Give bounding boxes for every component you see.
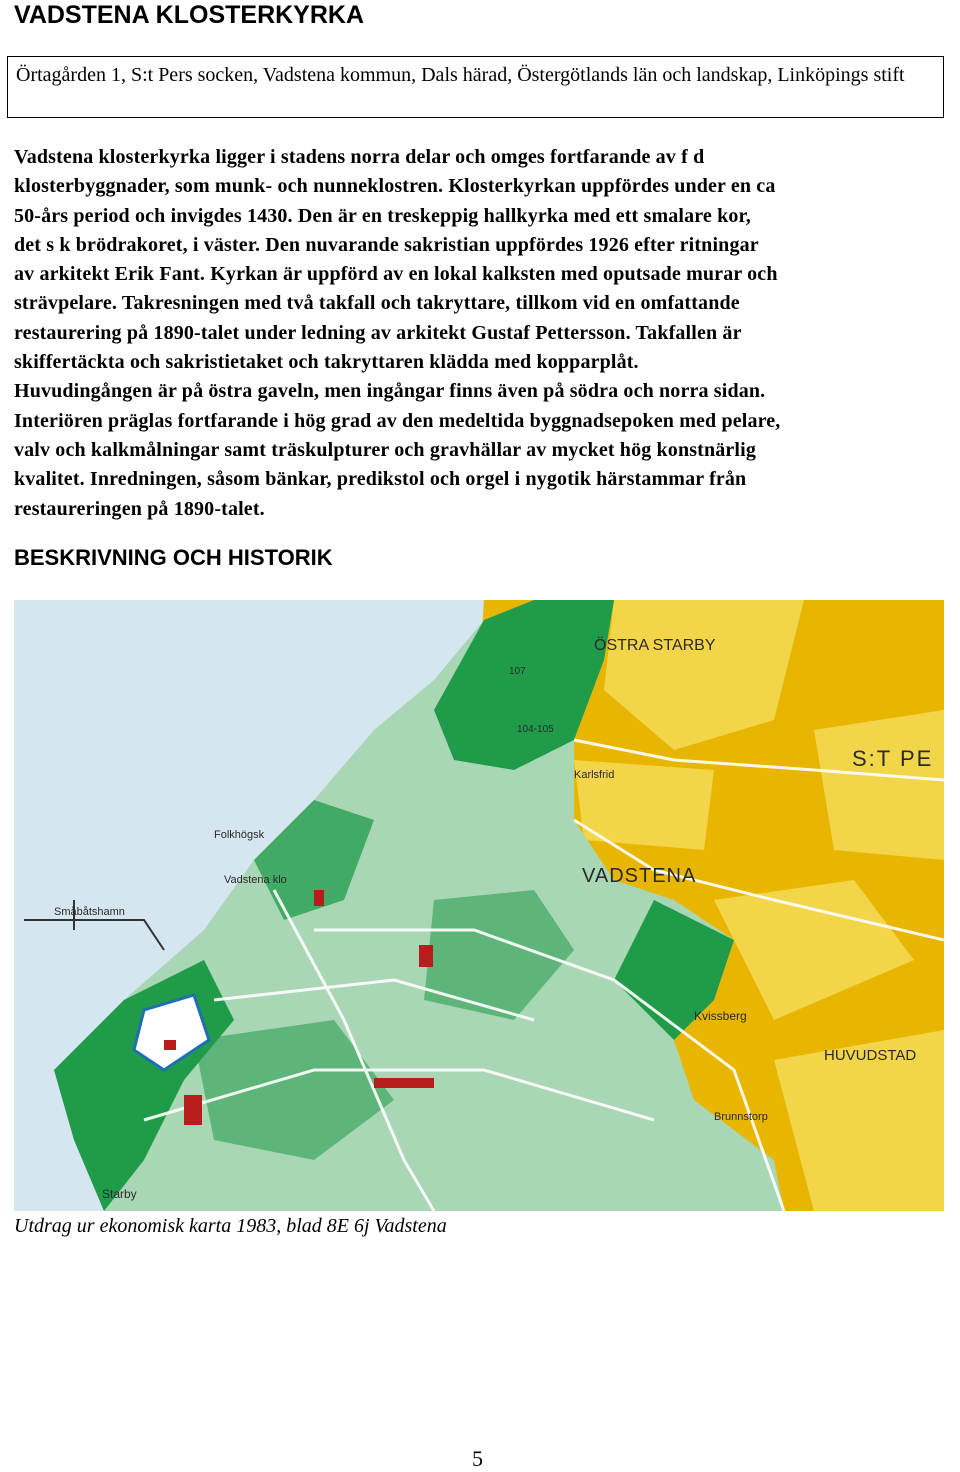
map-label: HUVUDSTAD (824, 1047, 917, 1064)
intro-line: Vadstena klosterkyrka ligger i stadens norra delar och omges fortfarande av f d (14, 146, 705, 168)
intro-line: valv och kalkmålningar samt träskulpturer och gravhällar av mycket hög konstnärlig (14, 438, 756, 461)
section-heading: BESKRIVNING OCH HISTORIK (14, 545, 333, 570)
intro-line: restaureringen på 1890-talet. (14, 497, 265, 520)
map-label: Starby (102, 1187, 137, 1201)
map-label: Brunnstorp (714, 1111, 768, 1123)
intro-line: restaurering på 1890-talet under ledning av arkitekt Gustaf Pettersson. Takfallen är (14, 321, 742, 344)
intro-line: 50-års period och invigdes 1430. Den är en treskeppig hallkyrka med ett smalare kor, (14, 204, 751, 227)
map-label: Kvissberg (694, 1009, 747, 1023)
map-image (14, 600, 944, 1211)
intro-line: av arkitekt Erik Fant. Kyrkan är uppförd av en lokal kalksten med oputsade murar och (14, 263, 778, 286)
map-label: Folkhögsk (214, 829, 265, 841)
intro-line: Huvudingången är på östra gaveln, men ingångar finns även på södra och norra sidan. (14, 380, 766, 403)
intro-line: strävpelare. Takresningen med två takfall och takryttare, tillkom vid en omfattande (14, 292, 740, 315)
map-label: ÖSTRA STARBY (594, 637, 716, 654)
map-label: Karlsfrid (574, 769, 615, 781)
map-label: Vadstena klo (224, 874, 287, 886)
intro-line: klosterbyggnader, som munk- och nunneklostren. Klosterkyrkan uppfördes under en ca (14, 175, 776, 198)
intro-paragraph (14, 143, 946, 524)
intro-line: det s k brödrakoret, i väster. Den nuvarande sakristian uppfördes 1926 efter ritningar (14, 233, 759, 256)
intro-line: kvalitet. Inredningen, såsom bänkar, predikstol och orgel i nygotik härstammar från (14, 468, 747, 491)
field-light-area (814, 710, 944, 860)
map-label: S:T PE (852, 746, 934, 771)
map-label: 107 (509, 666, 526, 677)
location-box: Örtagården 1, S:t Pers socken, Vadstena kommun, Dals härad, Östergötlands län och landskap, Linköpings stift (7, 56, 944, 118)
intro-line: Interiören präglas fortfarande i hög grad av den medeltida byggnadsepoken med pelare, (14, 409, 781, 432)
intro-line: skiffertäckta och sakristietaket och takryttaren klädda med kopparplåt. (14, 351, 639, 374)
page-title: VADSTENA KLOSTERKYRKA (14, 1, 365, 29)
page-number: 5 (472, 1446, 483, 1471)
map-label: Småbåtshamn (54, 906, 125, 918)
map-label: VADSTENA (582, 865, 697, 887)
map-caption: Utdrag ur ekonomisk karta 1983, blad 8E 6j Vadstena (14, 1215, 447, 1237)
map-label: 104-105 (517, 724, 554, 735)
